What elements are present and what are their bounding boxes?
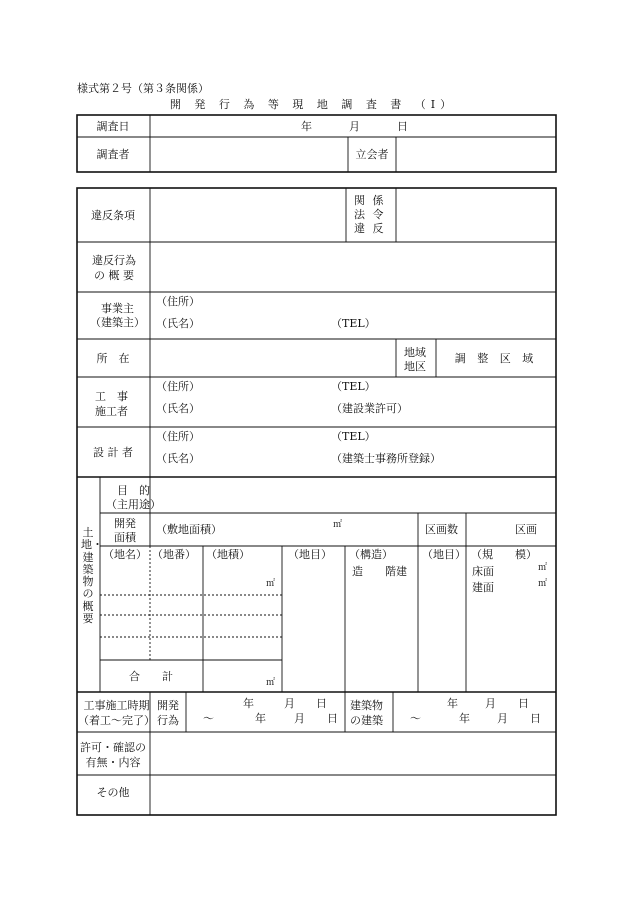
contractor-tel-label: （TEL） [331, 380, 376, 393]
floor-area-unit: ㎡ [538, 563, 548, 573]
land-building-side-label: 土地・建築物の概要 [81, 526, 103, 626]
witness-label: 立会者 [355, 148, 389, 161]
location-field[interactable] [151, 340, 395, 376]
dev-start-day: 日 [316, 697, 327, 710]
other-field[interactable] [151, 776, 555, 814]
bld-end-day: 日 [530, 712, 541, 725]
designer-tel-label: （TEL） [331, 430, 376, 443]
survey-date-label: 調査日 [96, 120, 130, 133]
contractor-license-label: （建設業許可） [331, 402, 408, 415]
owner-address-label: （住所） [156, 295, 200, 308]
designer-address-label: （住所） [156, 430, 200, 443]
building-area-label: 建面 [472, 581, 494, 594]
area-unit: ㎡ [266, 579, 276, 589]
col-lot-name: （地名） [103, 548, 147, 561]
bld-start-day: 日 [518, 697, 529, 710]
designer-label: 設 計 者 [93, 446, 133, 459]
col-land-category: （地目） [288, 548, 332, 561]
owner-tel-label: （TEL） [331, 317, 376, 330]
dev-end-year: 年 [255, 712, 266, 725]
dev-area-label: 開発 面積 [114, 517, 136, 544]
plots-label: 区画数 [425, 523, 458, 536]
bld-start-month: 月 [485, 697, 496, 710]
owner-label: 事業主 （建築主） [90, 302, 145, 329]
form-title: 開 発 行 為 等 現 地 調 査 書 （Ⅰ） [169, 98, 457, 111]
location-label: 所 在 [96, 352, 130, 365]
violation-article-label: 違反条項 [91, 209, 135, 222]
dev-end-day: 日 [327, 712, 338, 725]
col-land-category-2: （地目） [422, 548, 466, 561]
survey-date-month: 月 [349, 120, 360, 133]
dev-start-year: 年 [243, 697, 254, 710]
inspector-field[interactable] [151, 138, 347, 171]
site-area-unit: ㎡ [333, 520, 343, 530]
contractor-label: 工 事 施工者 [95, 390, 128, 418]
survey-date-day: 日 [397, 120, 408, 133]
dev-end-month: 月 [294, 712, 305, 725]
structure-floors-text: 造 階建 [352, 565, 407, 578]
bld-start-year: 年 [447, 697, 458, 710]
permit-label: 許可・確認の 有無・内容 [80, 741, 146, 769]
col-structure: （構造） [349, 548, 393, 561]
related-law-label: 関 係 法 令 違 反 [354, 194, 386, 235]
permit-field[interactable] [151, 733, 555, 774]
dev-tilde: ～ [203, 712, 214, 725]
col-scale: （規 模） [471, 548, 537, 561]
district-label: 地域 地区 [404, 346, 426, 373]
contractor-address-label: （住所） [156, 380, 200, 393]
owner-name-label: （氏名） [156, 317, 200, 330]
building-area-unit: ㎡ [538, 579, 548, 589]
form-number: 様式第２号（第３条関係） [77, 82, 209, 95]
col-lot-number: （地番） [152, 548, 196, 561]
inspector-label: 調査者 [96, 148, 130, 161]
survey-date-year: 年 [301, 120, 312, 133]
violation-summary-field[interactable] [151, 243, 555, 291]
plots-unit: 区画 [515, 523, 537, 536]
witness-field[interactable] [397, 138, 555, 171]
other-label: その他 [96, 786, 130, 799]
dev-start-month: 月 [284, 697, 295, 710]
bld-tilde: ～ [410, 712, 421, 725]
violation-article-field[interactable] [151, 189, 345, 241]
building-construction-label: 建築物 の建築 [350, 699, 383, 727]
construction-period-label: 工事施工時期 （着工～完了） [78, 699, 155, 727]
bld-end-year: 年 [459, 712, 470, 725]
bld-end-month: 月 [497, 712, 508, 725]
floor-area-label: 床面 [472, 565, 494, 578]
contractor-name-label: （氏名） [156, 402, 200, 415]
total-area-unit: ㎡ [266, 678, 276, 688]
designer-registration-label: （建築士事務所登録） [331, 452, 441, 465]
violation-summary-label: 違反行為 の 概 要 [92, 254, 136, 282]
related-law-field[interactable] [397, 189, 555, 241]
dev-action-label: 開発 行為 [157, 699, 179, 727]
col-area: （地積） [206, 548, 250, 561]
district-value: 調 整 区 域 [454, 352, 538, 365]
site-area-label: （敷地面積） [156, 523, 222, 536]
designer-name-label: （氏名） [156, 452, 200, 465]
total-label: 合 計 [129, 670, 173, 683]
purpose-field[interactable] [151, 478, 555, 512]
purpose-label: 目 的 （主用途） [106, 484, 161, 511]
